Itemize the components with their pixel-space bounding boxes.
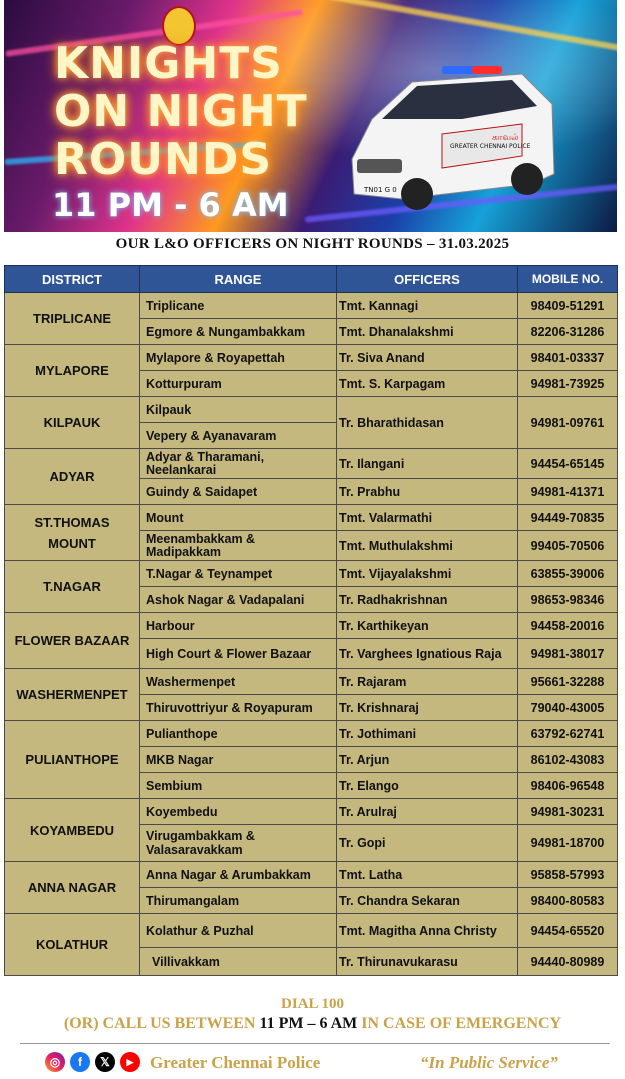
- column-header-mobile: MOBILE NO.: [518, 266, 618, 293]
- officer-name: Tmt. Valarmathi: [337, 505, 518, 531]
- district-name: ANNA NAGAR: [5, 862, 140, 914]
- officer-name: Tmt. Latha: [337, 862, 518, 888]
- officer-name: Tmt. Dhanalakshmi: [337, 319, 518, 345]
- table-row: [5, 613, 618, 639]
- mobile-number[interactable]: 94981-73925: [518, 371, 618, 397]
- mobile-number[interactable]: 86102-43083: [518, 747, 618, 773]
- x-icon[interactable]: 𝕏: [95, 1052, 115, 1072]
- range-name: Mount: [140, 505, 337, 531]
- mobile-number[interactable]: 95661-32288: [518, 669, 618, 695]
- column-header-range: RANGE: [140, 266, 337, 293]
- footer-divider: [20, 1043, 610, 1044]
- district-name: PULIANTHOPE: [5, 721, 140, 799]
- officer-name: Tr. Jothimani: [337, 721, 518, 747]
- mobile-number[interactable]: 94449-70835: [518, 505, 618, 531]
- table-row: [5, 505, 618, 531]
- officer-name: Tr. Rajaram: [337, 669, 518, 695]
- mobile-number[interactable]: 94981-30231: [518, 799, 618, 825]
- svg-text:காவல்: காவல்: [492, 133, 519, 143]
- dial-100-text: DIAL 100: [281, 996, 344, 1012]
- facebook-icon[interactable]: f: [70, 1052, 90, 1072]
- range-name: Ashok Nagar & Vadapalani: [140, 587, 337, 613]
- table-row: [5, 669, 618, 695]
- officer-name: Tr. Arulraj: [337, 799, 518, 825]
- officer-name: Tr. Gopi: [337, 825, 518, 862]
- police-car-icon: [342, 64, 560, 214]
- range-name: Mylapore & Royapettah: [140, 345, 337, 371]
- district-name: FLOWER BAZAAR: [5, 613, 140, 669]
- officer-name: Tr. Arjun: [337, 747, 518, 773]
- mobile-number[interactable]: 94454-65520: [518, 914, 618, 948]
- district-name: T.NAGAR: [5, 561, 140, 613]
- mobile-number[interactable]: 94440-80989: [518, 948, 618, 976]
- range-name: Washermenpet: [140, 669, 337, 695]
- officer-name: Tr. Karthikeyan: [337, 613, 518, 639]
- district-name: KILPAUK: [5, 397, 140, 449]
- mobile-number[interactable]: 94981-18700: [518, 825, 618, 862]
- range-name: Kilpauk: [140, 397, 337, 423]
- mobile-number[interactable]: 94981-38017: [518, 639, 618, 669]
- mobile-number[interactable]: 99405-70506: [518, 531, 618, 561]
- table-row: [5, 397, 618, 423]
- emergency-text: (OR) CALL US BETWEEN 11 PM – 6 AM IN CASE OF EMERGENCY: [63, 1015, 562, 1032]
- officer-name: Tr. Krishnaraj: [337, 695, 518, 721]
- officer-name: Tr. Radhakrishnan: [337, 587, 518, 613]
- range-name: Harbour: [140, 613, 337, 639]
- range-name: Pulianthope: [140, 721, 337, 747]
- mobile-number[interactable]: 63792-62741: [518, 721, 618, 747]
- district-name: KOYAMBEDU: [5, 799, 140, 862]
- officer-name: Tmt. S. Karpagam: [337, 371, 518, 397]
- table-row: [5, 345, 618, 371]
- mobile-number[interactable]: 98406-96548: [518, 773, 618, 799]
- mobile-number[interactable]: 94981-41371: [518, 479, 618, 505]
- mobile-number[interactable]: 94454-65145: [518, 449, 618, 479]
- mobile-number[interactable]: 79040-43005: [518, 695, 618, 721]
- range-name: Kotturpuram: [140, 371, 337, 397]
- table-row: [5, 862, 618, 888]
- table-row: [5, 449, 618, 479]
- mobile-number[interactable]: 94458-20016: [518, 613, 618, 639]
- range-name: Kolathur & Puzhal: [140, 914, 337, 948]
- officers-table: [4, 265, 618, 976]
- officer-name: Tr. Bharathidasan: [337, 397, 518, 449]
- range-name: Virugambakkam & Valasaravakkam: [140, 825, 337, 862]
- range-name: Vepery & Ayanavaram: [140, 423, 337, 449]
- range-name: Meenambakkam & Madipakkam: [140, 531, 337, 561]
- range-name: Guindy & Saidapet: [140, 479, 337, 505]
- banner-title: KNIGHTS ON NIGHT ROUNDS: [54, 38, 308, 185]
- officer-name: Tmt. Vijayalakshmi: [337, 561, 518, 587]
- officer-name: Tr. Varghees Ignatious Raja: [337, 639, 518, 669]
- range-name: Egmore & Nungambakkam: [140, 319, 337, 345]
- range-name: Villivakkam: [140, 948, 337, 976]
- table-row: [5, 914, 618, 948]
- district-name: TRIPLICANE: [5, 293, 140, 345]
- range-name: T.Nagar & Teynampet: [140, 561, 337, 587]
- officer-name: Tr. Prabhu: [337, 479, 518, 505]
- range-name: Koyembedu: [140, 799, 337, 825]
- range-name: Sembium: [140, 773, 337, 799]
- motto-text: “In Public Service”: [420, 1053, 558, 1072]
- range-name: Thiruvottriyur & Royapuram: [140, 695, 337, 721]
- mobile-number[interactable]: 98653-98346: [518, 587, 618, 613]
- officer-name: Tmt. Magitha Anna Christy: [337, 914, 518, 948]
- range-name: Triplicane: [140, 293, 337, 319]
- mobile-number[interactable]: 98409-51291: [518, 293, 618, 319]
- table-row: [5, 799, 618, 825]
- mobile-number[interactable]: 82206-31286: [518, 319, 618, 345]
- range-name: Thirumangalam: [140, 888, 337, 914]
- district-name: ADYAR: [5, 449, 140, 505]
- table-header-row: [5, 266, 618, 293]
- svg-text:TN01 G 0: TN01 G 0: [364, 186, 397, 194]
- table-row: [5, 293, 618, 319]
- column-header-officers: OFFICERS: [337, 266, 518, 293]
- officer-name: Tr. Siva Anand: [337, 345, 518, 371]
- district-name: WASHERMENPET: [5, 669, 140, 721]
- mobile-number[interactable]: 98401-03337: [518, 345, 618, 371]
- mobile-number[interactable]: 94981-09761: [518, 397, 618, 449]
- officer-name: Tmt. Muthulakshmi: [337, 531, 518, 561]
- officer-name: Tr. Ilangani: [337, 449, 518, 479]
- range-name: MKB Nagar: [140, 747, 337, 773]
- table-row: [5, 561, 618, 587]
- officer-name: Tr. Thirunavukarasu: [337, 948, 518, 976]
- organization-name: Greater Chennai Police: [150, 1053, 321, 1072]
- officer-name: Tr. Chandra Sekaran: [337, 888, 518, 914]
- svg-text:GREATER CHENNAI POLICE: GREATER CHENNAI POLICE: [450, 143, 531, 150]
- mobile-number[interactable]: 95858-57993: [518, 862, 618, 888]
- officer-name: Tmt. Kannagi: [337, 293, 518, 319]
- mobile-number[interactable]: 98400-80583: [518, 888, 618, 914]
- hero-banner: [4, 0, 617, 232]
- district-name: ST.THOMAS MOUNT: [5, 505, 140, 561]
- table-row: [5, 721, 618, 747]
- banner-time: 11 PM - 6 AM: [52, 186, 289, 224]
- range-name: Anna Nagar & Arumbakkam: [140, 862, 337, 888]
- column-header-district: DISTRICT: [5, 266, 140, 293]
- youtube-icon[interactable]: ▶: [120, 1052, 140, 1072]
- page-title: OUR L&O OFFICERS ON NIGHT ROUNDS – 31.03.2025: [115, 236, 510, 252]
- range-name: High Court & Flower Bazaar: [140, 639, 337, 669]
- district-name: MYLAPORE: [5, 345, 140, 397]
- mobile-number[interactable]: 63855-39006: [518, 561, 618, 587]
- range-name: Adyar & Tharamani, Neelankarai: [140, 449, 337, 479]
- officer-name: Tr. Elango: [337, 773, 518, 799]
- instagram-icon[interactable]: ◎: [45, 1052, 65, 1072]
- district-name: KOLATHUR: [5, 914, 140, 976]
